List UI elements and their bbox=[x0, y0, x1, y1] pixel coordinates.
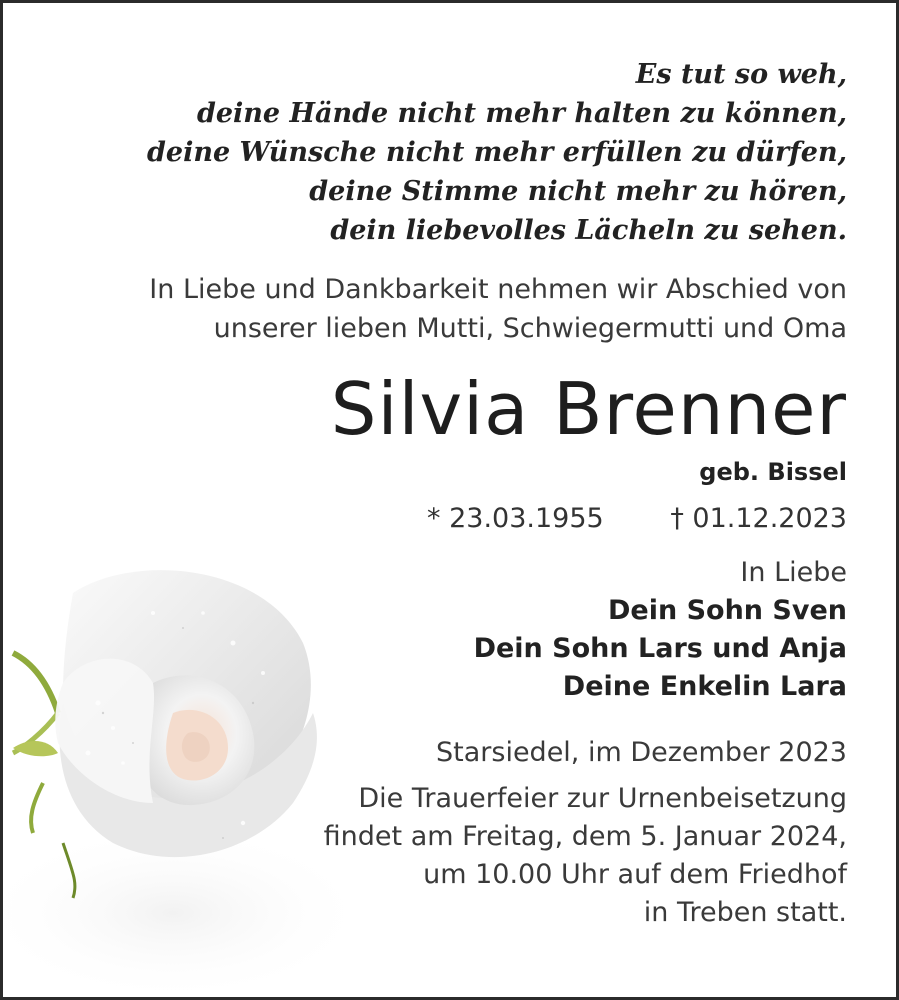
poem-line: Es tut so weh, bbox=[635, 59, 847, 90]
life-dates bbox=[47, 500, 847, 538]
maiden-name: geb. Bissel bbox=[699, 458, 847, 486]
intro-line: unserer lieben Mutti, Schwiegermutti und Oma bbox=[213, 313, 847, 344]
ceremony-line: findet am Freitag, dem 5. Januar 2024, bbox=[323, 821, 847, 852]
family-member: Dein Sohn Sven bbox=[607, 595, 847, 626]
poem-line: dein liebevolles Lächeln zu sehen. bbox=[330, 215, 847, 246]
family-member: Deine Enkelin Lara bbox=[562, 671, 847, 702]
ceremony-line: Die Trauerfeier zur Urnenbeisetzung bbox=[358, 783, 847, 814]
signoff: In Liebe bbox=[740, 557, 847, 588]
ceremony-line: um 10.00 Uhr auf dem Friedhof bbox=[423, 859, 847, 890]
ceremony-info bbox=[47, 780, 847, 932]
poem bbox=[47, 55, 847, 250]
birth-date: * 23.03.1955 bbox=[427, 503, 604, 534]
poem-line: deine Hände nicht mehr halten zu können, bbox=[196, 98, 847, 129]
place-date: Starsiedel, im Dezember 2023 bbox=[436, 737, 847, 768]
poem-line: deine Stimme nicht mehr zu hören, bbox=[309, 176, 847, 207]
family-list bbox=[47, 592, 847, 706]
intro-line: In Liebe und Dankbarkeit nehmen wir Abschied von bbox=[149, 274, 847, 305]
death-date: † 01.12.2023 bbox=[670, 503, 847, 534]
deceased-name: Silvia Brenner bbox=[330, 367, 847, 451]
poem-line: deine Wünsche nicht mehr erfüllen zu dürfen, bbox=[147, 137, 847, 168]
obituary-text bbox=[47, 55, 847, 932]
intro bbox=[47, 270, 847, 348]
family-member: Dein Sohn Lars und Anja bbox=[473, 633, 847, 664]
ceremony-line: in Treben statt. bbox=[643, 897, 847, 928]
